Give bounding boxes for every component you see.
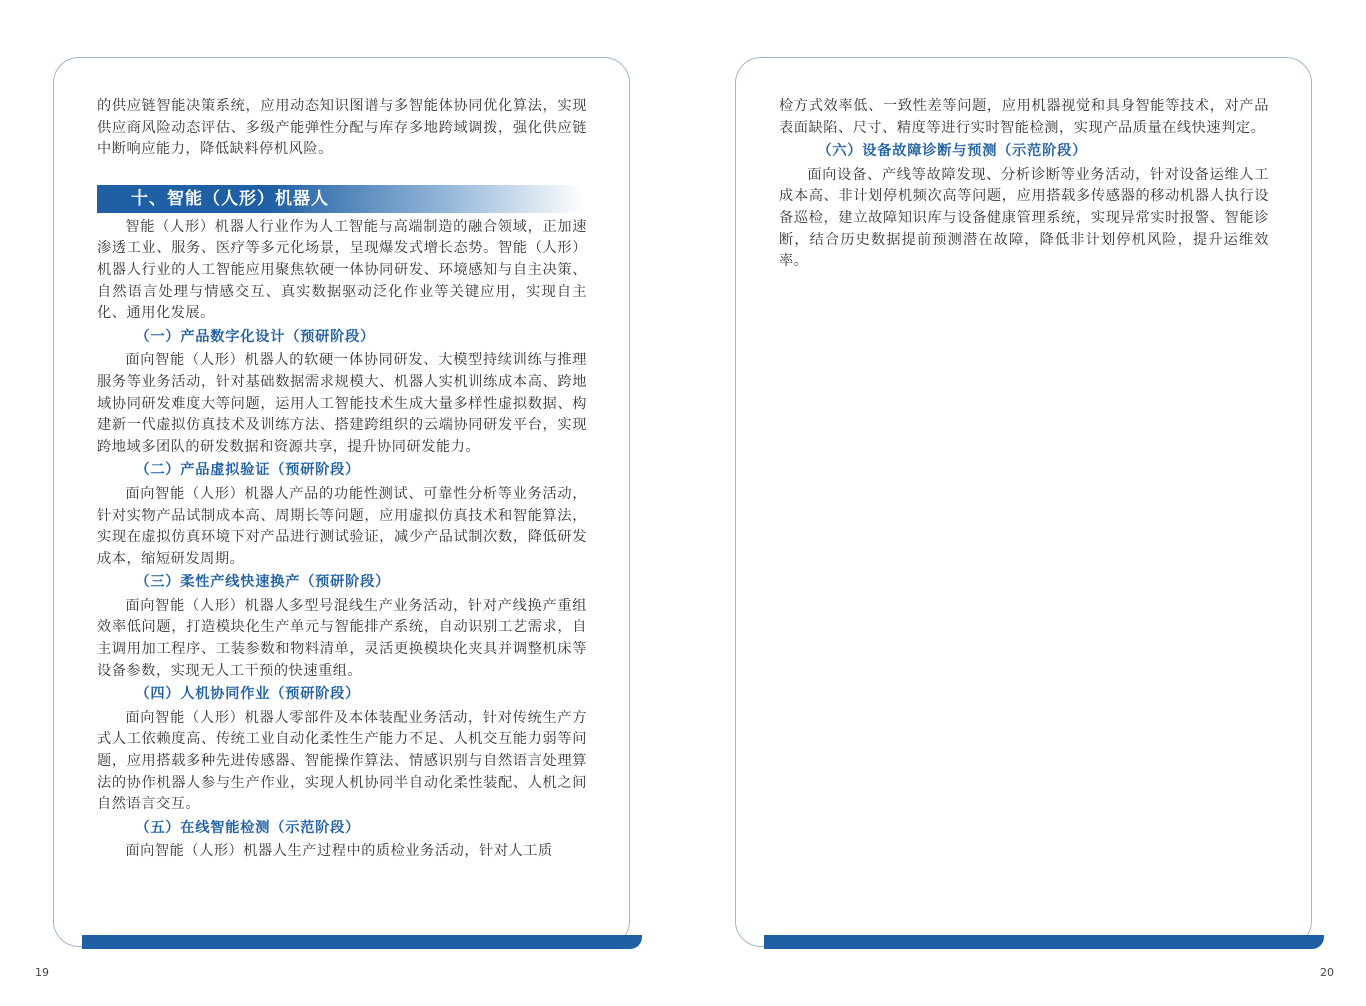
subsection-heading-2: （二）产品虚拟验证（预研阶段）: [135, 462, 361, 479]
page-number-right: 20: [1320, 966, 1334, 979]
subsection-heading-6: （六）设备故障诊断与预测（示范阶段）: [817, 143, 1088, 160]
subsection-body-1: 面向智能（人形）机器人的软硬一体协同研发、大模型持续训练与推理服务等业务活动，针对基础数据需求规模大、机器人实机训练成本高、跨地域协同研发难度大等问题，运用人工智能技术生成大量多样性虚拟数据、构建新一代虚拟仿真技术及训练方法、搭建跨组织的云端协同研发平台，实现跨地域多团队的研发数据和资源共享，提升协同研发能力。: [97, 352, 587, 455]
subsection-heading-3: （三）柔性产线快速换产（预研阶段）: [135, 574, 391, 591]
continued-paragraph: 检方式效率低、一致性差等问题，应用机器视觉和具身智能等技术，对产品表面缺陷、尺寸、精度等进行实时智能检测，实现产品质量在线快速判定。: [779, 98, 1269, 136]
subsection-body-5: 面向智能（人形）机器人生产过程中的质检业务活动，针对人工质: [125, 843, 553, 860]
right-page-bottom-bar: [764, 935, 1324, 949]
subsection-body-6: 面向设备、产线等故障发现、分析诊断等业务活动，针对设备运维人工成本高、非计划停机频次高等问题，应用搭载多传感器的移动机器人执行设备巡检，建立故障知识库与设备健康管理系统，实现异常实时报警、智能诊断，结合历史数据提前预测潜在故障，降低非计划停机风险，提升运维效率。: [779, 166, 1269, 270]
intro-paragraph: 的供应链智能决策系统，应用动态知识图谱与多智能体协同优化算法，实现供应商风险动态评估、多级产能弹性分配与库存多地跨域调拨，强化供应链中断响应能力，降低缺料停机风险。: [97, 98, 587, 158]
subsection-body-3: 面向智能（人形）机器人多型号混线生产业务活动，针对产线换产重组效率低问题，打造模块化生产单元与智能排产系统，自动识别工艺需求，自主调用加工程序、工装参数和物料清单，灵活更换模块化夹具并调整机床等设备参数，实现无人工干预的快速重组。: [97, 597, 587, 679]
right-page-content: [779, 96, 1269, 273]
subsection-body-2: 面向智能（人形）机器人产品的功能性测试、可靠性分析等业务活动，针对实物产品试制成本高、周期长等问题，应用虚拟仿真技术和智能算法，实现在虚拟仿真环境下对产品进行测试验证，减少产品试制次数，降低研发成本，缩短研发周期。: [97, 485, 587, 567]
left-page-bottom-bar: [82, 935, 642, 949]
subsection-heading-4: （四）人机协同作业（预研阶段）: [135, 686, 361, 703]
subsection-heading-1: （一）产品数字化设计（预研阶段）: [135, 328, 376, 345]
page-number-left: 19: [35, 966, 49, 979]
subsection-heading-5: （五）在线智能检测（示范阶段）: [135, 819, 361, 836]
section-title: 十、智能（人形）机器人: [97, 185, 585, 213]
section-intro: 智能（人形）机器人行业作为人工智能与高端制造的融合领域，正加速渗透工业、服务、医疗等多元化场景，呈现爆发式增长态势。智能（人形）机器人行业的人工智能应用聚焦软硬一体协同研发、环境感知与自主决策、自然语言处理与情感交互、真实数据驱动泛化作业等关键应用，实现自主化、通用化发展。: [97, 218, 587, 322]
subsection-body-4: 面向智能（人形）机器人零部件及本体装配业务活动，针对传统生产方式人工依赖度高、传统工业自动化柔性生产能力不足、人机交互能力弱等问题，应用搭载多种先进传感器、智能操作算法、情感识别与自然语言处理算法的协作机器人参与生产作业，实现人机协同半自动化柔性装配、人机之间自然语言交互。: [97, 709, 587, 813]
left-page-content: [97, 96, 587, 863]
